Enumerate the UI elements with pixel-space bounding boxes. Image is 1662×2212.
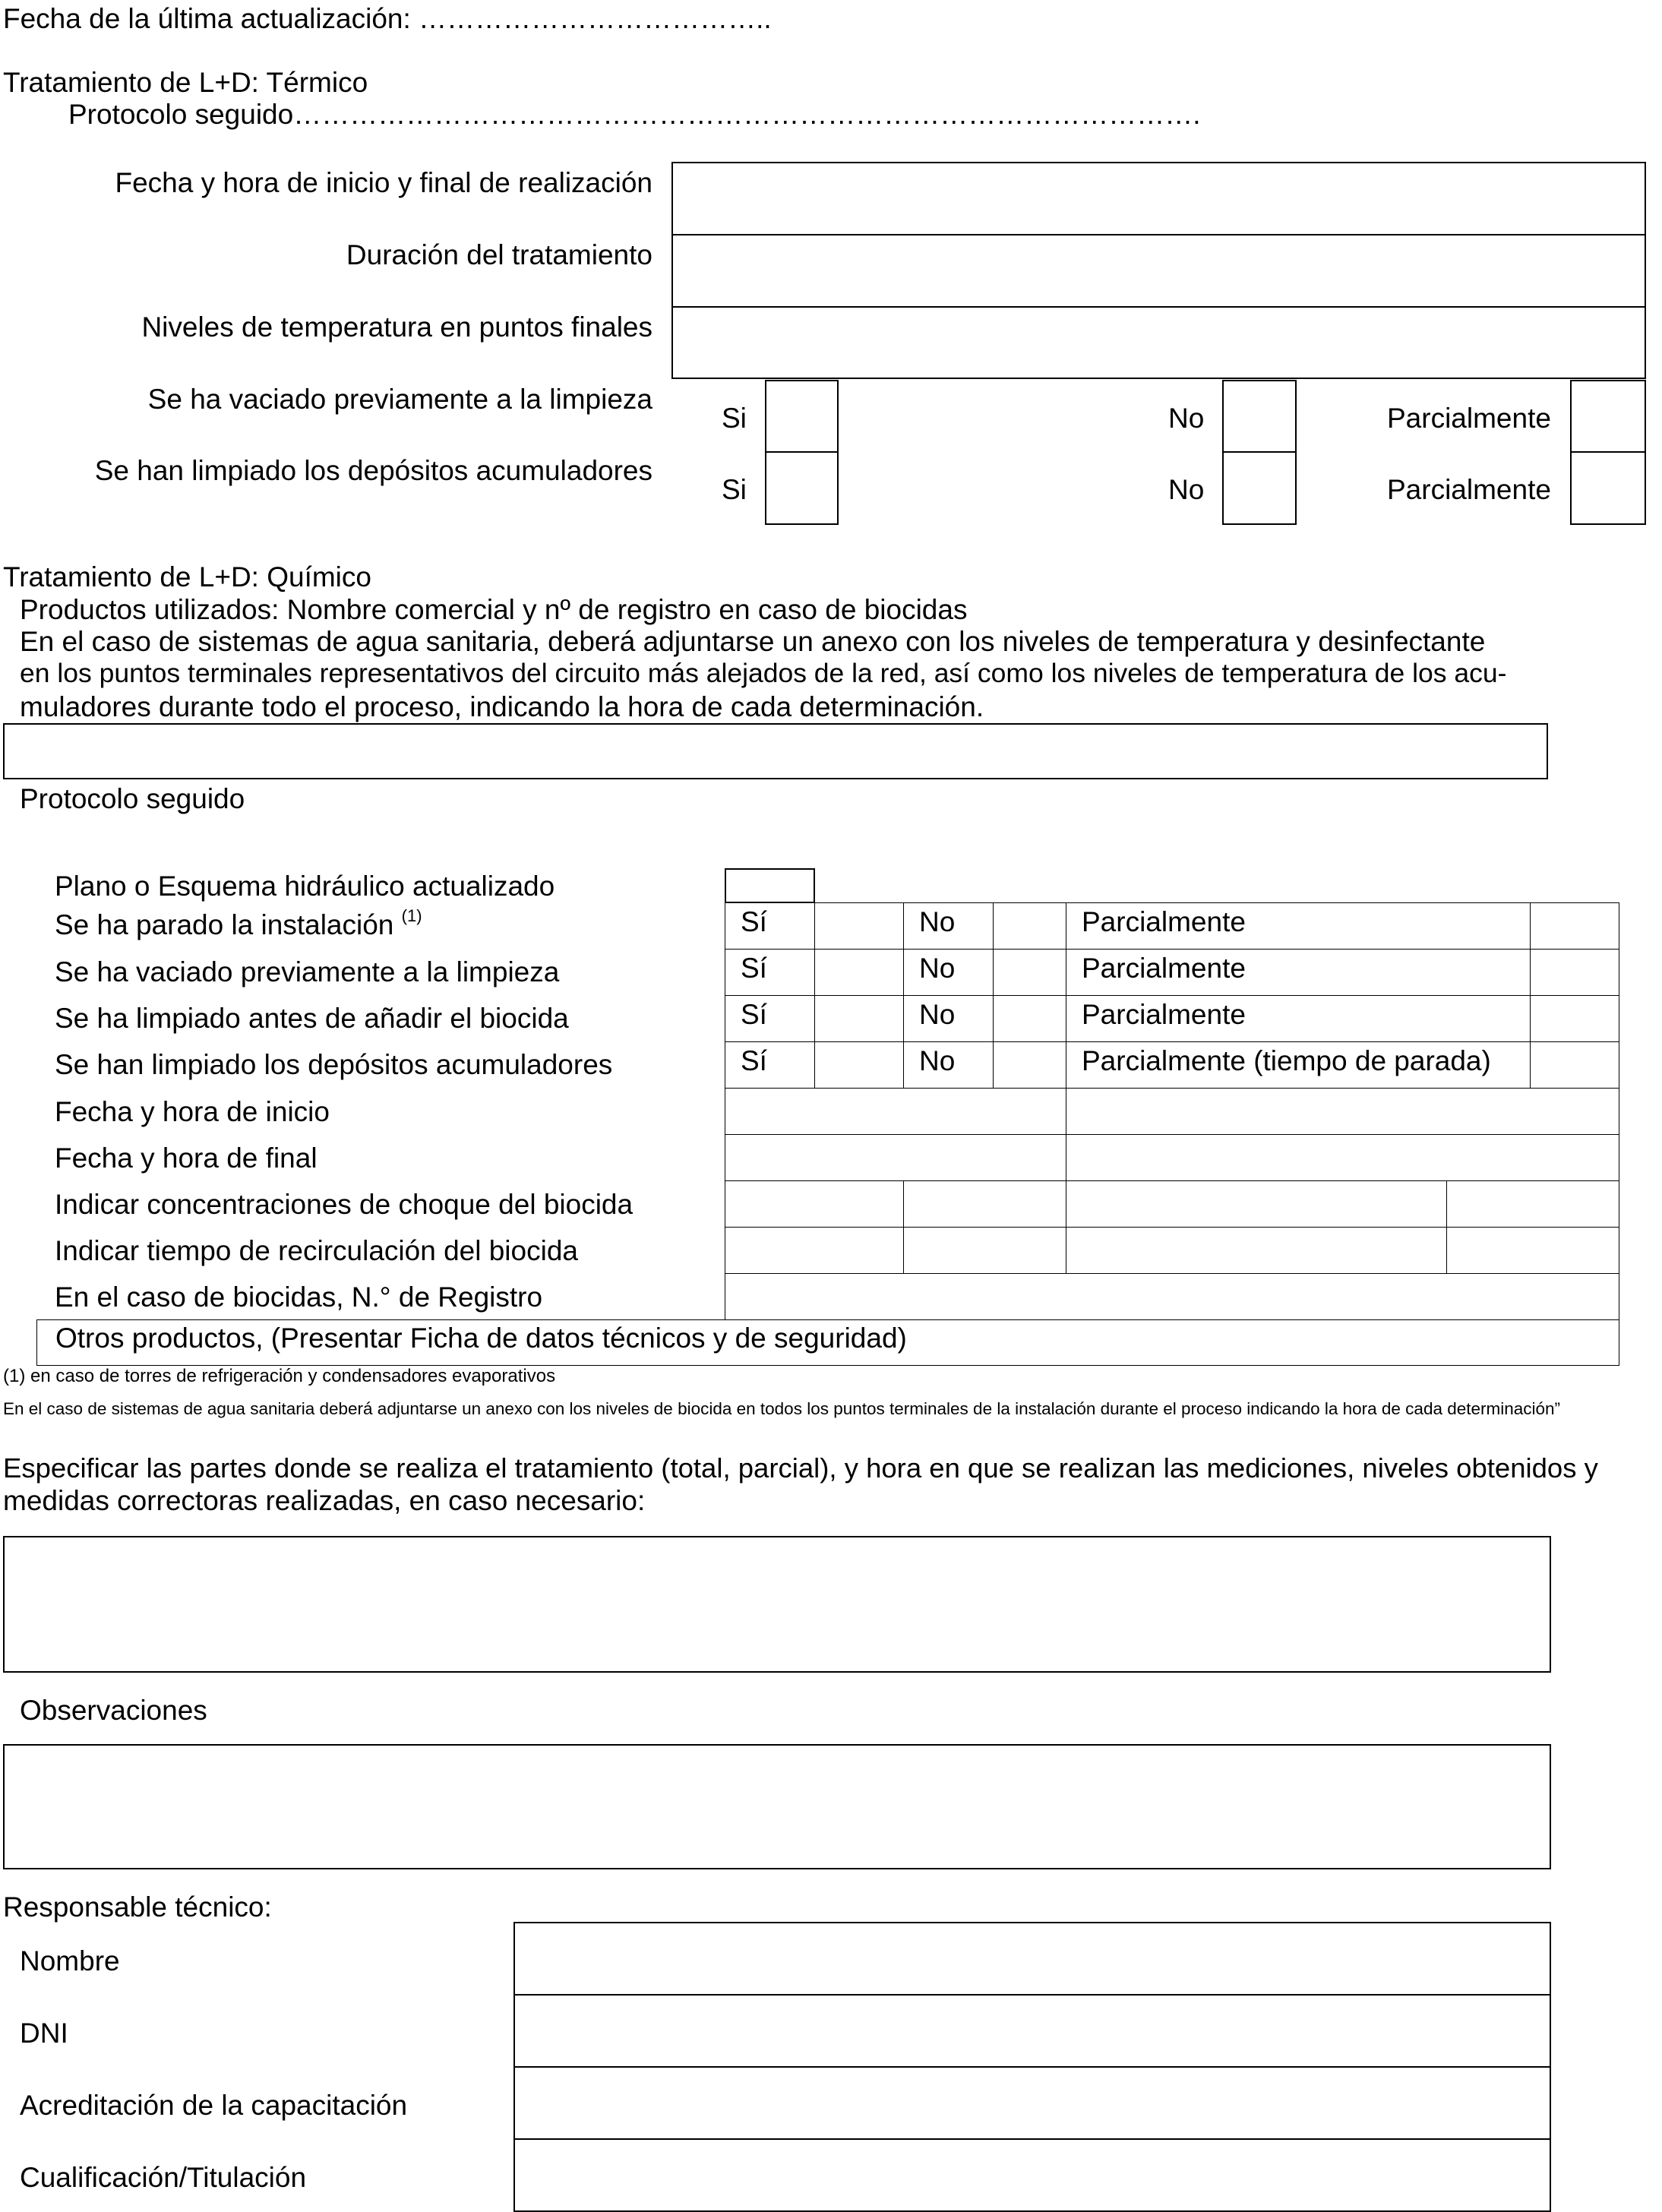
start-date-field[interactable] [725,1088,1066,1135]
option-parcial-cell: Parcialmente [1066,995,1531,1042]
recirculation-field[interactable] [903,1227,1066,1274]
recirculation-field[interactable] [1066,1227,1447,1274]
thermal-emptied-no-checkbox[interactable] [1222,380,1297,453]
option-parcial-cell: Parcialmente [1066,949,1531,996]
thermal-row-label: Fecha y hora de inicio y final de realización [115,167,652,198]
emptied-parcial-checkbox[interactable] [1530,949,1619,996]
option-si-cell: Sí [725,902,815,950]
chemical-title: Tratamiento de L+D: Químico [3,561,371,592]
cleaned-si-checkbox[interactable] [814,995,904,1042]
thermal-temperature-field[interactable] [671,306,1646,379]
specify-text-line: Especificar las partes donde se realiza el tratamiento (total, parcial), y hora en que se realizan las mediciones, niveles obtenidos y [3,1452,1598,1484]
concentration-field[interactable] [903,1180,1066,1228]
end-date-field[interactable] [725,1134,1066,1181]
observations-field[interactable] [3,1744,1551,1869]
thermal-row-label: Se han limpiado los depósitos acumuladores [94,455,652,486]
option-no-cell: No [903,949,994,996]
option-parcial-label: Parcialmente [1387,403,1551,434]
annex-text-line: En el caso de sistemas de agua sanitaria, deberá adjuntarse un anexo con los niveles de temperatura y desinfectante [20,626,1486,657]
tanks-si-checkbox[interactable] [814,1041,904,1089]
option-parcial-cell: Parcialmente [1066,902,1531,950]
chemical-row-label: Se ha vaciado previamente a la limpieza [55,956,560,988]
stopped-no-checkbox[interactable] [993,902,1066,950]
thermal-tanks-parcial-checkbox[interactable] [1570,451,1646,525]
footnote: En el caso de sistemas de agua sanitaria deberá adjuntarse un anexo con los niveles de biocida en todos los puntos terminales de la instalación durante el proceso indicando la hora de cada determinación” [3,1399,1561,1418]
chemical-row-label: En el caso de biocidas, N.° de Registro [55,1281,543,1313]
chemical-row-label: Plano o Esquema hidráulico actualizado [55,871,555,902]
responsible-title: Responsable técnico: [3,1891,272,1923]
cleaned-parcial-checkbox[interactable] [1530,995,1619,1042]
option-no-cell: No [903,995,994,1042]
other-products-field[interactable]: Otros productos, (Presentar Ficha de datos técnicos y de seguridad) [36,1319,1619,1366]
start-time-field[interactable] [1066,1088,1619,1135]
thermal-title: Tratamiento de L+D: Térmico [3,67,368,98]
products-label: Productos utilizados: Nombre comercial y nº de registro en caso de biocidas [20,594,968,625]
recirculation-field[interactable] [725,1227,904,1274]
thermal-row-label: Duración del tratamiento [346,239,652,270]
option-no-label: No [1168,474,1205,505]
chemical-row-label: Se ha limpiado antes de añadir el biocida [55,1003,569,1034]
chemical-row-label: Fecha y hora de final [55,1142,318,1174]
biocide-registry-field[interactable] [725,1273,1619,1320]
observations-label: Observaciones [20,1695,207,1726]
option-si-label: Si [722,403,747,434]
chemical-protocol-label: Protocolo seguido [20,783,245,814]
annex-text-line: muladores durante todo el proceso, indicando la hora de cada determinación. [20,691,984,722]
footnote: (1) en caso de torres de refrigeración y condensadores evaporativos [3,1366,556,1386]
cleaned-no-checkbox[interactable] [993,995,1066,1042]
option-parcial-parada-cell: Parcialmente (tiempo de parada) [1066,1041,1531,1089]
stopped-si-checkbox[interactable] [814,902,904,950]
last-update-label: Fecha de la última actualización: ……………………………….. [3,3,772,34]
option-si-cell: Sí [725,1041,815,1089]
option-no-cell: No [903,1041,994,1089]
thermal-emptied-parcial-checkbox[interactable] [1570,380,1646,453]
stopped-parcial-checkbox[interactable] [1530,902,1619,950]
dni-field[interactable] [513,1994,1551,2068]
qualification-field[interactable] [513,2138,1551,2212]
accreditation-field[interactable] [513,2066,1551,2140]
emptied-si-checkbox[interactable] [814,949,904,996]
thermal-duration-field[interactable] [671,234,1646,308]
specify-field[interactable] [3,1536,1551,1673]
responsible-field-label: Nombre [20,1945,120,1977]
thermal-protocol-label: Protocolo seguido……………………………………………………………………………………. [68,99,1201,130]
responsible-field-label: Acreditación de la capacitación [20,2090,408,2121]
plan-updated-checkbox[interactable] [725,868,815,903]
recirculation-field[interactable] [1446,1227,1619,1274]
chemical-row-label: Se han limpiado los depósitos acumuladores [55,1049,613,1080]
option-si-cell: Sí [725,995,815,1042]
tanks-parcial-checkbox[interactable] [1530,1041,1619,1089]
chemical-row-label: Fecha y hora de inicio [55,1096,330,1127]
thermal-row-label: Niveles de temperatura en puntos finales [141,311,652,343]
chemical-row-label: Indicar concentraciones de choque del biocida [55,1189,634,1220]
chemical-row-label: Se ha parado la instalación $^{(1)}$ [55,906,422,940]
annex-text-line: en los puntos terminales representativos del circuito más alejados de la red, así como los niveles de temperatura de los acu- [20,658,1507,688]
option-no-cell: No [903,902,994,950]
products-field[interactable] [3,723,1548,779]
chemical-row-label: Indicar tiempo de recirculación del biocida [55,1235,578,1266]
tanks-no-checkbox[interactable] [993,1041,1066,1089]
thermal-tanks-no-checkbox[interactable] [1222,451,1297,525]
concentration-field[interactable] [725,1180,904,1228]
option-no-label: No [1168,403,1205,434]
option-si-label: Si [722,474,747,505]
thermal-start-end-field[interactable] [671,162,1646,235]
thermal-row-label: Se ha vaciado previamente a la limpieza [147,384,652,415]
thermal-tanks-si-checkbox[interactable] [765,451,839,525]
concentration-field[interactable] [1066,1180,1447,1228]
name-field[interactable] [513,1922,1551,1996]
concentration-field[interactable] [1446,1180,1619,1228]
option-parcial-label: Parcialmente [1387,474,1551,505]
specify-text-line: medidas correctoras realizadas, en caso necesario: [3,1485,646,1516]
thermal-emptied-si-checkbox[interactable] [765,380,839,453]
responsible-field-label: DNI [20,2018,68,2049]
emptied-no-checkbox[interactable] [993,949,1066,996]
responsible-field-label: Cualificación/Titulación [20,2162,307,2193]
option-si-cell: Sí [725,949,815,996]
end-time-field[interactable] [1066,1134,1619,1181]
